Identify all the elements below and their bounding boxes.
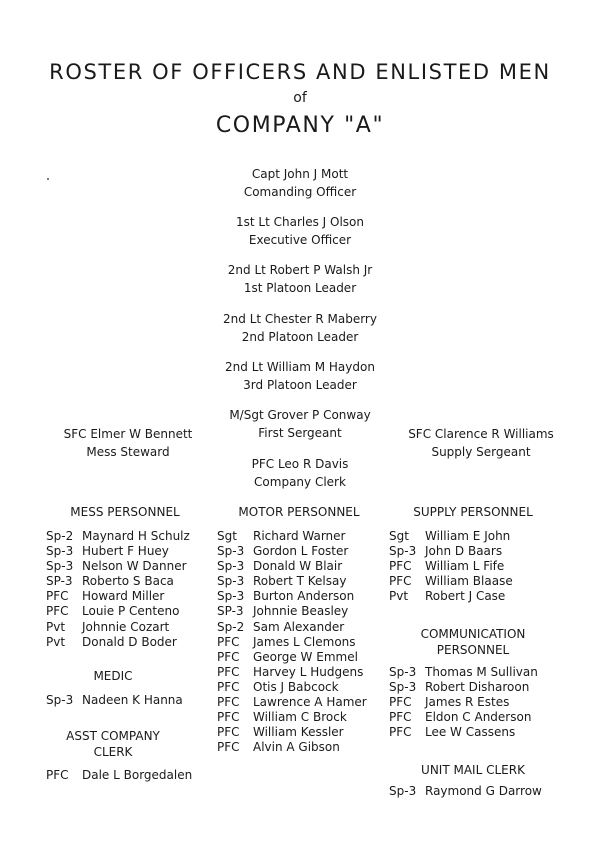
member-name: James R Estes (425, 695, 510, 710)
list-item (217, 574, 367, 589)
member-name: Lee W Cassens (425, 725, 516, 740)
mess-steward-block (23, 425, 233, 461)
list-item (217, 650, 367, 665)
member-name: Raymond G Darrow (425, 784, 542, 798)
supply-personnel-heading: SUPPLY PERSONNEL (413, 505, 533, 519)
rank: Sp-2 (217, 619, 245, 634)
rank: Sp-3 (217, 589, 245, 604)
list-item (46, 768, 192, 783)
rank: Pvt (46, 634, 66, 649)
member-name: Robert T Kelsay (253, 574, 347, 589)
medic-heading: MEDIC (93, 669, 133, 683)
asst-company-clerk-list (46, 768, 192, 783)
officer-block (0, 213, 600, 249)
member-name: Johnnie Beasley (253, 604, 349, 619)
list-item (389, 680, 538, 695)
officer-block (0, 358, 600, 394)
heading-line: CLERK (93, 745, 133, 759)
list-item (389, 544, 513, 559)
list-item (46, 589, 190, 604)
rank: PFC (389, 725, 412, 740)
rank: PFC (217, 679, 240, 694)
list-item (217, 635, 367, 650)
list-item (389, 710, 538, 725)
rank: SP-3 (46, 574, 73, 589)
motor-personnel-list (217, 529, 367, 755)
officer-name: M/Sgt Grover P Conway (229, 408, 371, 422)
member-name: Nadeen K Hanna (82, 693, 183, 707)
rank: PFC (217, 634, 240, 649)
rank: PFC (46, 768, 69, 782)
member-name: William L Fife (425, 559, 505, 574)
heading-line: COMMUNICATION (420, 627, 526, 641)
rank: Pvt (46, 619, 66, 634)
roster-title-of: of (293, 90, 307, 106)
member-name: Otis J Babcock (253, 679, 339, 694)
list-item (389, 559, 513, 574)
nco-name: SFC Clarence R Williams (408, 427, 554, 441)
medic-list (46, 693, 183, 708)
nco-name: SFC Elmer W Bennett (63, 427, 193, 441)
rank: SP-3 (217, 604, 244, 619)
member-name: George W Emmel (253, 649, 358, 664)
rank: Sp-3 (217, 559, 245, 574)
member-name: Alvin A Gibson (253, 740, 340, 755)
rank: PFC (217, 710, 240, 725)
member-name: Thomas M Sullivan (425, 665, 538, 679)
rank: Pvt (389, 589, 409, 604)
list-item (217, 680, 367, 695)
officer-block (0, 310, 600, 346)
officer-name: 1st Lt Charles J Olson (236, 215, 364, 229)
list-item (389, 784, 542, 799)
list-item (46, 635, 190, 650)
list-item (217, 529, 367, 544)
unit-mail-clerk-list (389, 784, 542, 799)
supply-personnel-list (389, 529, 513, 604)
communication-personnel-list (389, 665, 538, 740)
member-name: Gordon L Foster (253, 544, 349, 559)
member-name: Robert J Case (425, 589, 506, 604)
motor-personnel-heading: MOTOR PERSONNEL (238, 505, 360, 519)
heading-line: PERSONNEL (436, 643, 510, 657)
officer-title: 1st Platoon Leader (243, 281, 357, 295)
list-item (217, 620, 367, 635)
list-item (389, 725, 538, 740)
list-item (389, 574, 513, 589)
list-item (217, 740, 367, 755)
rank: PFC (46, 604, 69, 619)
member-name: James L Clemons (253, 634, 356, 649)
member-name: Richard Warner (253, 529, 346, 543)
supply-sergeant-block (376, 425, 586, 461)
member-name: Dale L Borgedalen (82, 768, 193, 782)
officer-title: Company Clerk (254, 475, 346, 489)
heading-line: ASST COMPANY (66, 729, 160, 743)
officer-block (0, 261, 600, 297)
rank: PFC (217, 664, 240, 679)
rank: PFC (217, 725, 240, 740)
member-name: Robert Disharoon (425, 680, 530, 695)
mess-personnel-list (46, 529, 190, 650)
rank: Sp-3 (389, 784, 417, 798)
member-name: John D Baars (425, 544, 503, 559)
rank: Sp-3 (46, 693, 74, 707)
officer-title: Comanding Officer (243, 185, 357, 199)
officer-block (0, 165, 600, 201)
list-item (46, 544, 190, 559)
member-name: William Kessler (253, 725, 344, 740)
member-name: Sam Alexander (253, 619, 345, 634)
company-title: COMPANY "A" (215, 113, 385, 138)
officer-name: Capt John J Mott (251, 167, 349, 181)
rank: Sgt (389, 529, 409, 543)
rank: Sgt (217, 529, 237, 543)
rank: PFC (389, 574, 412, 589)
member-name: Harvey L Hudgens (253, 664, 364, 679)
list-item (217, 665, 367, 680)
member-name: William E John (425, 529, 511, 543)
rank: Sp-3 (217, 574, 245, 589)
rank: Sp-3 (389, 544, 417, 559)
member-name: William Blaase (425, 574, 513, 589)
member-name: Roberto S Baca (82, 574, 174, 589)
list-item (46, 529, 190, 544)
rank: PFC (46, 589, 69, 604)
rank: Sp-3 (217, 544, 245, 559)
rank: PFC (389, 559, 412, 574)
officer-title: 3rd Platoon Leader (243, 378, 357, 392)
member-name: Eldon C Anderson (425, 710, 532, 725)
list-item (46, 559, 190, 574)
rank: Sp-3 (389, 680, 417, 695)
roster-title: ROSTER OF OFFICERS AND ENLISTED MEN (49, 60, 551, 84)
mess-personnel-heading: MESS PERSONNEL (70, 505, 180, 519)
member-name: Burton Anderson (253, 589, 355, 604)
rank: PFC (217, 695, 240, 710)
list-item (46, 574, 190, 589)
list-item (217, 559, 367, 574)
member-name: Nelson W Danner (82, 559, 187, 574)
list-item (389, 529, 513, 544)
list-item (389, 589, 513, 604)
member-name: Howard Miller (82, 589, 165, 604)
asst-company-clerk-heading (28, 728, 198, 760)
list-item (217, 710, 367, 725)
member-name: Johnnie Cozart (82, 619, 170, 634)
officer-title: 2nd Platoon Leader (241, 330, 359, 344)
list-item (389, 665, 538, 680)
rank: Sp-3 (46, 559, 74, 574)
nco-title: Mess Steward (86, 445, 170, 459)
rank: Sp-3 (46, 544, 74, 559)
list-item (217, 695, 367, 710)
officer-name: PFC Leo R Davis (251, 457, 349, 471)
rank: Sp-2 (46, 529, 74, 543)
list-item (46, 604, 190, 619)
member-name: Donald W Blair (253, 559, 343, 574)
officer-name: 2nd Lt Chester R Maberry (223, 312, 377, 326)
officer-name: 2nd Lt Robert P Walsh Jr (227, 263, 373, 277)
unit-mail-clerk-heading: UNIT MAIL CLERK (421, 763, 525, 777)
list-item (217, 604, 367, 619)
list-item (46, 693, 183, 708)
rank: PFC (217, 649, 240, 664)
rank: PFC (217, 740, 240, 755)
rank: PFC (389, 695, 412, 710)
member-name: Lawrence A Hamer (253, 695, 367, 710)
communication-personnel-heading (388, 626, 558, 658)
member-name: Hubert F Huey (82, 544, 169, 559)
officer-title: Executive Officer (248, 233, 352, 247)
list-item (217, 544, 367, 559)
nco-title: Supply Sergeant (431, 445, 531, 459)
member-name: Maynard H Schulz (82, 529, 190, 543)
list-item (389, 695, 538, 710)
officer-title: First Sergeant (258, 426, 342, 440)
rank: Sp-3 (389, 665, 417, 679)
member-name: Louie P Centeno (82, 604, 180, 619)
list-item (217, 589, 367, 604)
member-name: William C Brock (253, 710, 347, 725)
member-name: Donald D Boder (82, 634, 177, 649)
officer-name: 2nd Lt William M Haydon (225, 360, 375, 374)
list-item (46, 620, 190, 635)
list-item (217, 725, 367, 740)
rank: PFC (389, 710, 412, 725)
